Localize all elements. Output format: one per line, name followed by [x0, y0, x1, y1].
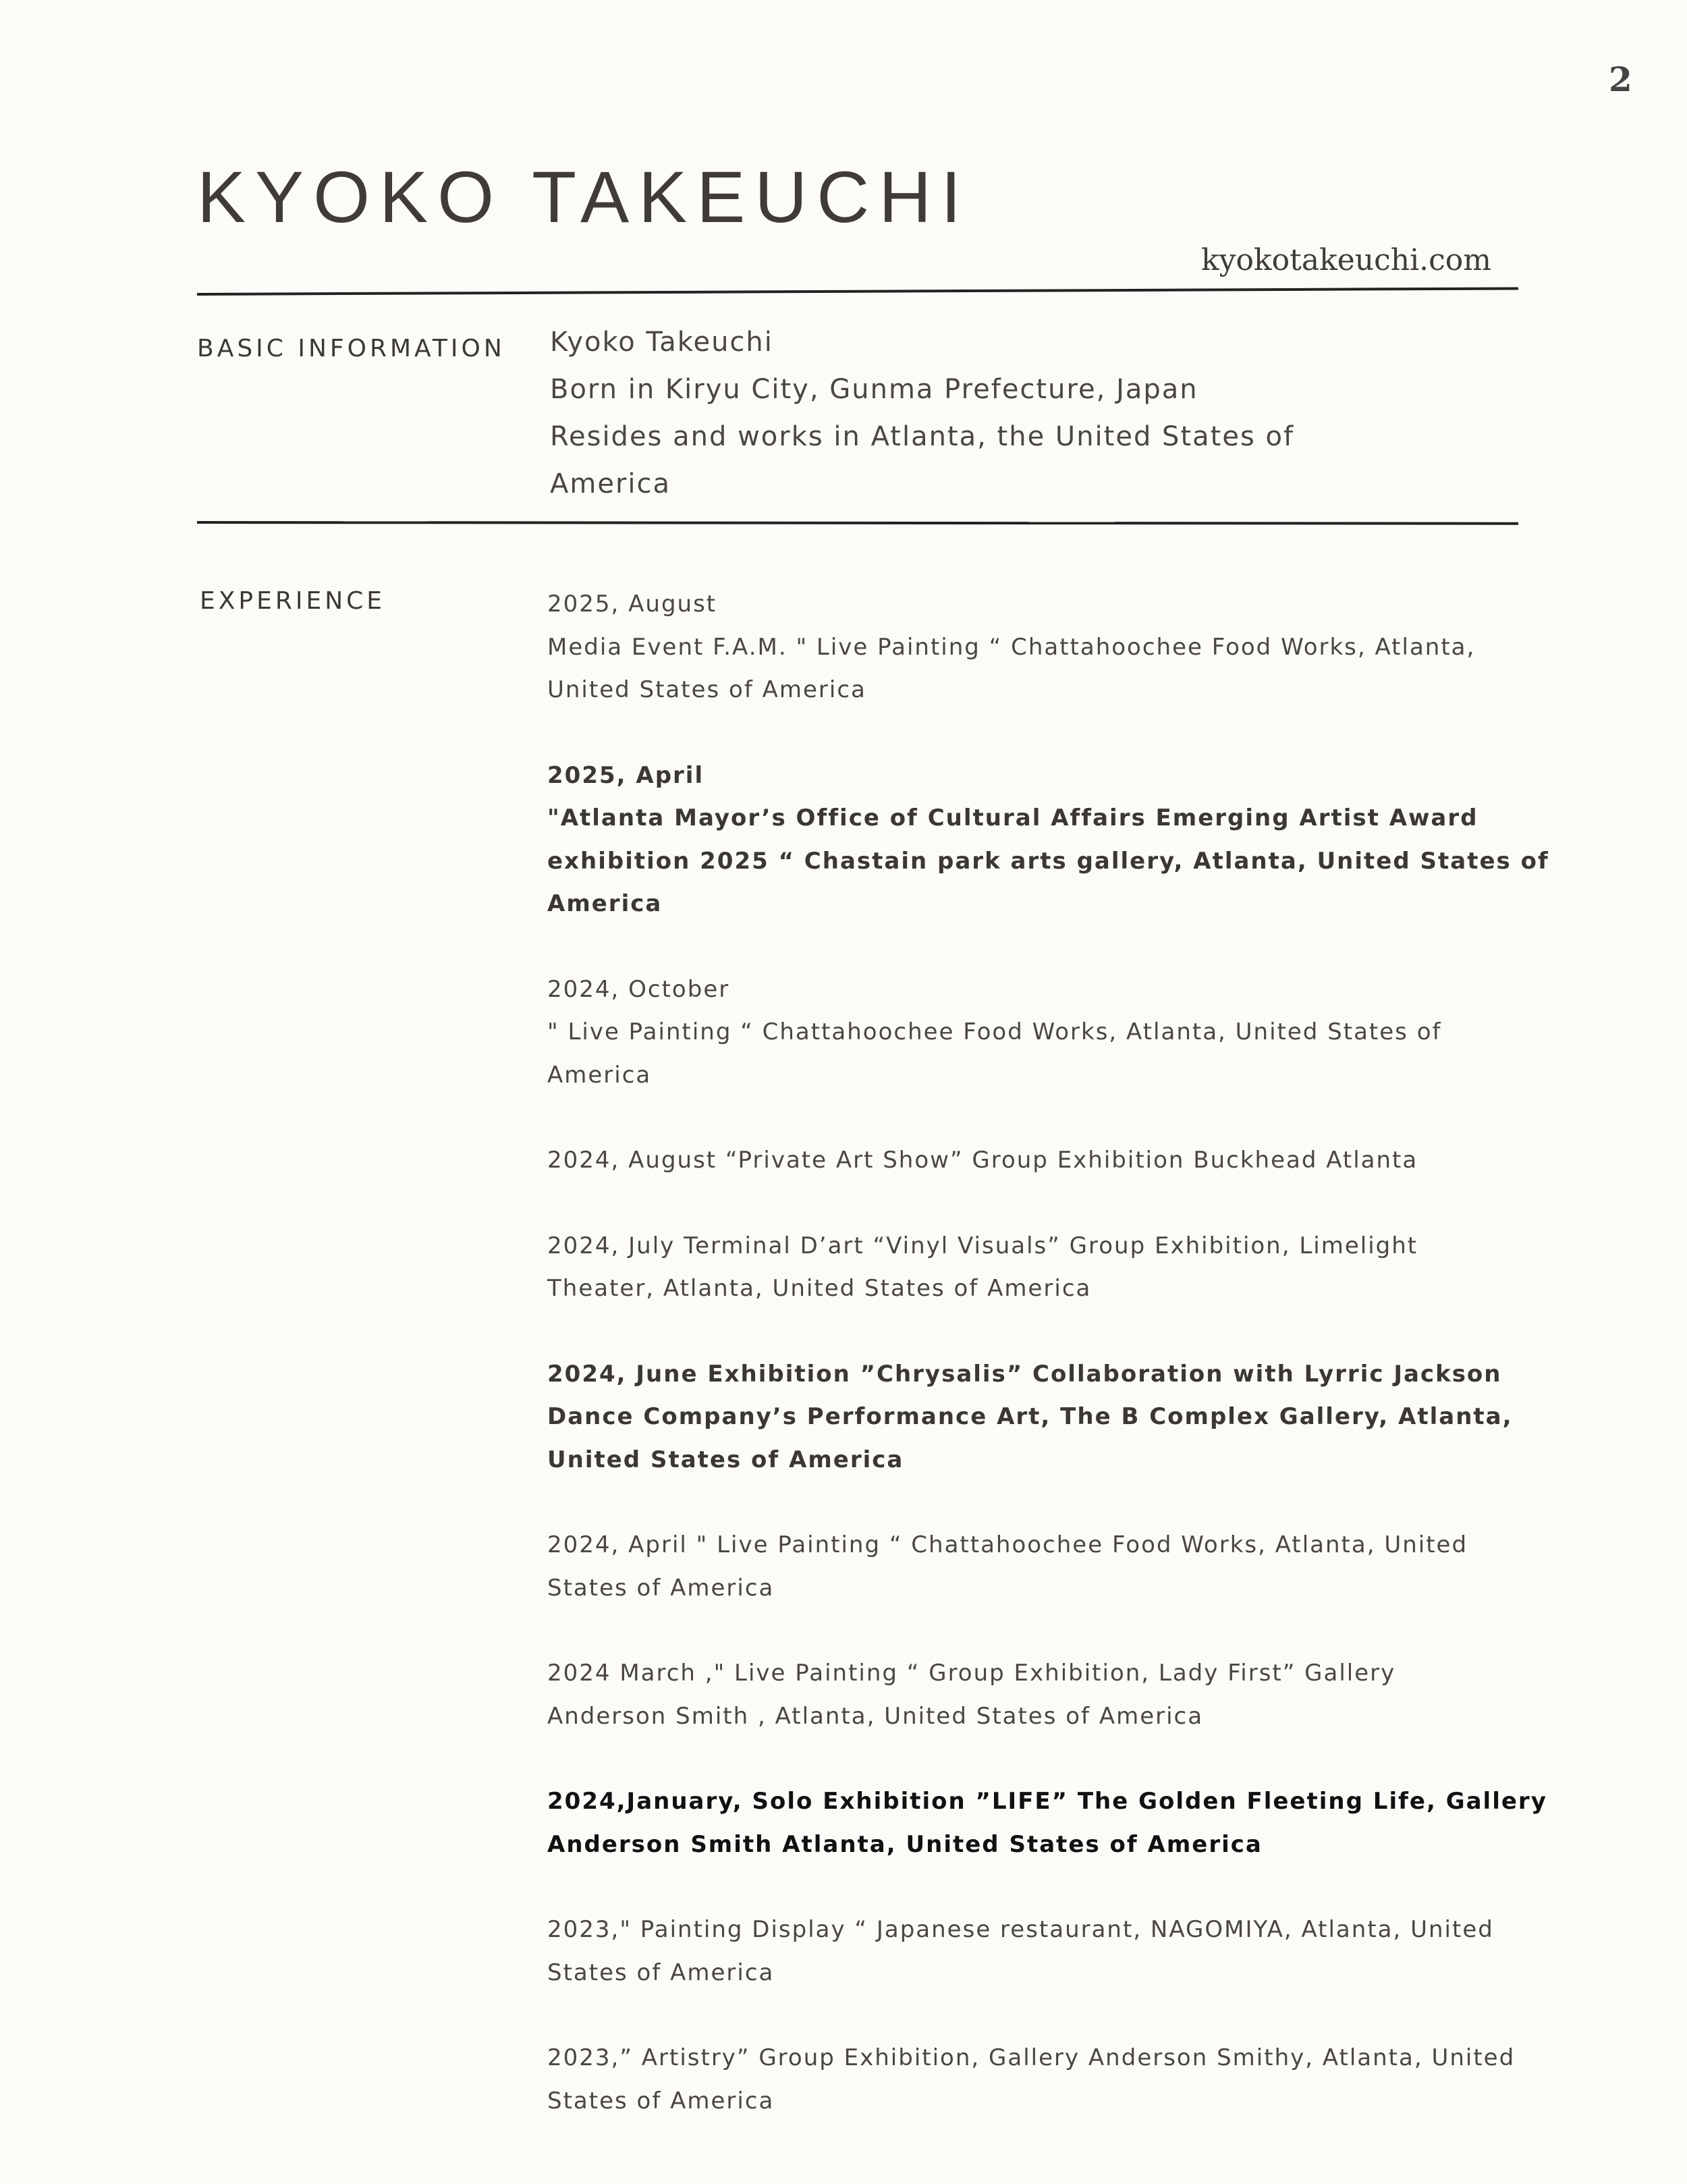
experience-entry	[547, 1909, 1526, 1994]
experience-entry-line: America	[547, 1061, 652, 1089]
experience-entry	[547, 1780, 1547, 1866]
artist-name-heading: KYOKO TAKEUCHI	[197, 156, 971, 238]
experience-entry-line: Media Event F.A.M. " Live Painting “ Chattahoochee Food Works, Atlanta,	[547, 633, 1476, 661]
experience-entry-line: 2024,January, Solo Exhibition ”LIFE” The Golden Fleeting Life, Gallery	[547, 1788, 1547, 1815]
experience-entry-line: 2024, June Exhibition ”Chrysalis” Collaboration with Lyrric Jackson	[547, 1360, 1502, 1388]
experience-entry-line: States of America	[547, 2087, 775, 2114]
experience-entry-line: Anderson Smith Atlanta, United States of America	[547, 1830, 1263, 1858]
section-divider	[197, 521, 1518, 525]
experience-entry-line: United States of America	[547, 1446, 904, 1473]
experience-entry	[547, 1652, 1526, 1738]
experience-entry	[547, 755, 1549, 926]
experience-entry-line: Anderson Smith , Atlanta, United States of America	[547, 1702, 1204, 1730]
website-link[interactable]: kyokotakeuchi.com	[1201, 243, 1492, 277]
experience-entry-line: 2023," Painting Display “ Japanese restaurant, NAGOMIYA, Atlanta, United	[547, 1916, 1494, 1943]
basic-information-block	[550, 319, 1360, 508]
experience-entry-line: 2025, August	[547, 591, 717, 618]
experience-entry	[547, 1139, 1526, 1182]
experience-list	[547, 583, 1549, 2165]
experience-entry-line: " Live Painting “ Chattahoochee Food Works, Atlanta, United States of	[547, 1018, 1442, 1045]
experience-entry	[547, 1524, 1526, 1610]
experience-entry-line: 2024, August “Private Art Show” Group Exhibition Buckhead Atlanta	[547, 1147, 1418, 1174]
experience-entry-line: 2024, October	[547, 975, 730, 1003]
experience-entry-line: 2025, April	[547, 761, 704, 789]
experience-entry-line: United States of America	[547, 676, 866, 703]
experience-entry	[547, 2037, 1526, 2123]
experience-entry-line: States of America	[547, 1959, 775, 1986]
experience-entry	[547, 1225, 1526, 1311]
basic-info-line: Born in Kiryu City, Gunma Prefecture, Japan	[550, 374, 1198, 405]
experience-entry-line: 2024, April " Live Painting “ Chattahoochee Food Works, Atlanta, United	[547, 1531, 1468, 1558]
page-number: 2	[1609, 59, 1632, 99]
experience-entry-line: States of America	[547, 1574, 775, 1602]
experience-entry	[547, 1353, 1526, 1482]
basic-info-line: America	[550, 468, 671, 499]
basic-information-label: BASIC INFORMATION	[197, 335, 505, 362]
experience-entry-line: "Atlanta Mayor’s Office of Cultural Affairs Emerging Artist Award	[547, 804, 1478, 831]
experience-entry-line: Dance Company’s Performance Art, The B Complex Gallery, Atlanta,	[547, 1403, 1513, 1430]
experience-entry-line: 2024, July Terminal D’art “Vinyl Visuals” Group Exhibition, Limelight	[547, 1232, 1418, 1259]
basic-info-line: Resides and works in Atlanta, the United States of	[550, 421, 1295, 452]
experience-entry	[547, 583, 1526, 712]
experience-entry-line: America	[547, 890, 663, 917]
experience-entry	[547, 968, 1526, 1097]
experience-entry-line: Theater, Atlanta, United States of America	[547, 1275, 1092, 1302]
experience-entry-line: 2023,” Artistry” Group Exhibition, Gallery Anderson Smithy, Atlanta, United	[547, 2044, 1516, 2071]
header-divider	[197, 287, 1518, 296]
experience-entry-line: 2024 March ," Live Painting “ Group Exhibition, Lady First” Gallery	[547, 1660, 1396, 1687]
experience-entry-line: exhibition 2025 “ Chastain park arts gallery, Atlanta, United States of	[547, 847, 1549, 875]
experience-label: EXPERIENCE	[200, 587, 386, 615]
basic-info-line: Kyoko Takeuchi	[550, 327, 773, 358]
